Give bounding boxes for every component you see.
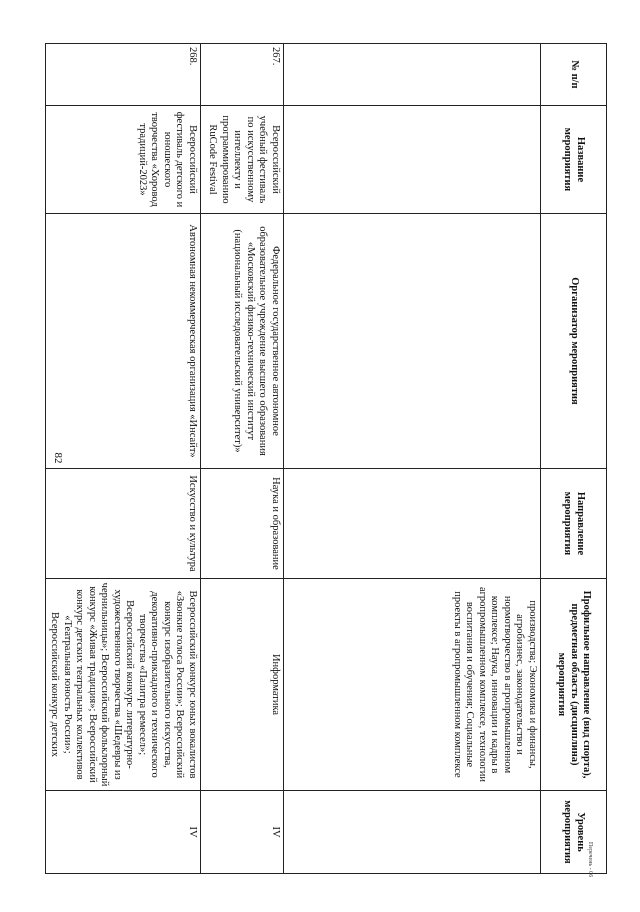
- cell-organizer: Федеральное государственное автономное образовательное учреждение высшего образования «Московский физико-технический институт (национальный исследовательский университет)»: [201, 214, 284, 469]
- cell-name: Всероссийский учебный фестиваль по искусственному интеллекту и программированию RuCode Festival: [201, 106, 284, 214]
- cell-level: IV: [201, 791, 284, 874]
- table-header-row: [541, 44, 607, 874]
- cell-number: [284, 44, 541, 106]
- cell-direction: Наука и образование: [201, 469, 284, 579]
- cell-organizer: Автономная некоммерческая организация «Инсайт»: [46, 214, 201, 469]
- cell-profile: производства; Экономика и финансы, агробизнес, законодательство и нормотворчество в агропромышленном комплексе; Наука, инновации и кадры в агропромышленном комплексе, технологии воспитания и обучения; Социальные проекты в агропромышленном комплексе: [284, 579, 541, 791]
- page-number: 82: [52, 452, 64, 464]
- cell-level: IV: [46, 791, 201, 874]
- cell-number: 268.: [46, 44, 201, 106]
- header-number: № п/п: [541, 44, 607, 106]
- cell-profile: Всероссийский конкурс юных вокалистов «Звонкие голоса России»; Всероссийский конкурс изобразительного искусства, декоративно-прикладного и технического творчества «Палитра ремесел»; Всероссийский конкурс литературно-художественного творчества «Шедевры из чернильницы»; Всероссийский фольклорный конкурс «Живая традиция»; Всероссийский конкурс детских театральных коллективов «Театральная юность России»; Всероссийский конкурс детских: [46, 579, 201, 791]
- footer-label: Перечень - 06: [587, 842, 593, 878]
- cell-name: Всероссийский фестиваль детского и юношеского творчества «Хоровод традиций-2023»: [46, 106, 201, 214]
- cell-number: 267.: [201, 44, 284, 106]
- header-event-name: Название мероприятия: [541, 106, 607, 214]
- cell-direction: [284, 469, 541, 579]
- cell-name: [284, 106, 541, 214]
- header-level: Уровень мероприятия: [541, 791, 607, 874]
- cell-level: [284, 791, 541, 874]
- table-row: [46, 44, 201, 874]
- table-row: [201, 44, 284, 874]
- cell-direction: Искусство и культура: [46, 469, 201, 579]
- header-profile: Профильное направление (вид спорта), предметная область (дисциплина) мероприятия: [541, 579, 607, 791]
- cell-organizer: [284, 214, 541, 469]
- cell-profile: Информатика: [201, 579, 284, 791]
- header-direction: Направление мероприятия: [541, 469, 607, 579]
- events-table: [45, 43, 607, 874]
- header-organizer: Организатор мероприятия: [541, 214, 607, 469]
- table-row-continuation: [284, 44, 541, 874]
